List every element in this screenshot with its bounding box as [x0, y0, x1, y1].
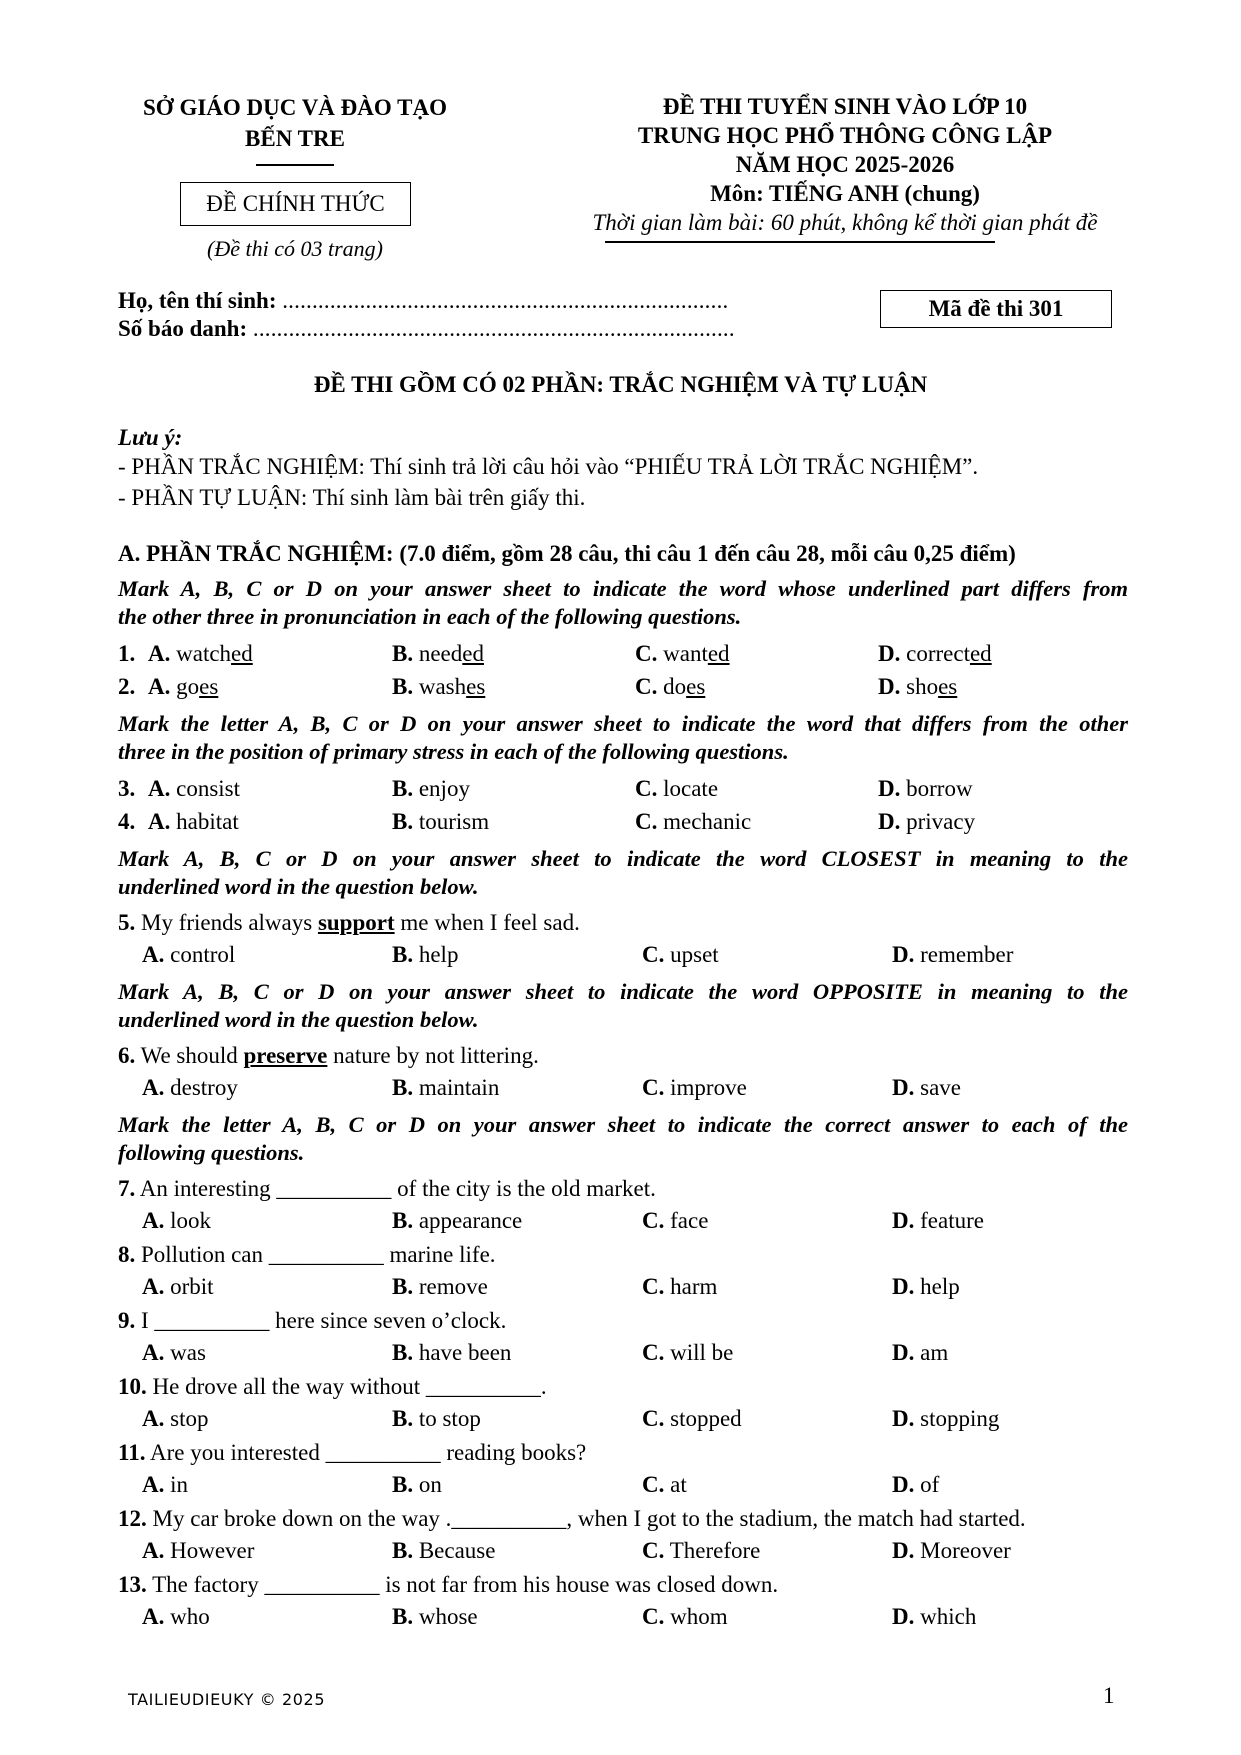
- q5-option-c[interactable]: C. upset: [642, 942, 719, 967]
- q13-option-d[interactable]: D. which: [892, 1604, 977, 1629]
- q11-option-b[interactable]: B. on: [392, 1472, 442, 1497]
- q6-option-b[interactable]: B. maintain: [392, 1075, 500, 1100]
- note-essay: - PHẦN TỰ LUẬN: Thí sinh làm bài trên giấy thi.: [118, 485, 586, 510]
- instruction-pronunciation-2: [118, 603, 1128, 631]
- q2-option-d[interactable]: D. shoes: [878, 674, 958, 699]
- q11-option-a[interactable]: A. in: [142, 1472, 189, 1497]
- official-exam-box: ĐỀ CHÍNH THỨC: [180, 182, 411, 226]
- instruction-line: following questions.: [118, 1140, 305, 1165]
- q5-stem: 5. My friends always support me when I feel sad.: [118, 910, 580, 935]
- q7-option-b[interactable]: B. appearance: [392, 1208, 523, 1233]
- exam-structure-title: ĐỀ THI GỒM CÓ 02 PHẦN: TRẮC NGHIỆM VÀ TỰ LUẬN: [313, 372, 928, 397]
- q4-option-c[interactable]: C. mechanic: [635, 809, 752, 834]
- instruction-closest: [118, 845, 1128, 873]
- q3-option-c[interactable]: C. locate: [635, 776, 719, 801]
- q6-option-a[interactable]: A. destroy: [142, 1075, 238, 1100]
- q7-stem: 7. An interesting __________ of the city is the old market.: [118, 1176, 656, 1201]
- q4-option-a[interactable]: A. habitat: [148, 809, 239, 834]
- q9-stem: 9. I __________ here since seven o’clock.: [118, 1308, 507, 1333]
- instruction-line: three in the position of primary stress in each of the following questions.: [118, 739, 789, 764]
- instruction-opposite-2: [118, 1006, 1128, 1034]
- q8-option-c[interactable]: C. harm: [642, 1274, 718, 1299]
- q9-option-d[interactable]: D. am: [892, 1340, 949, 1365]
- instruction-line: Mark A, B, C or D on your answer sheet to indicate the word whose underlined part differs from: [118, 576, 1128, 601]
- q11-option-c[interactable]: C. at: [642, 1472, 687, 1497]
- q9-option-a[interactable]: A. was: [142, 1340, 206, 1365]
- q10-stem: 10. He drove all the way without __________.: [118, 1374, 547, 1399]
- q5-option-b[interactable]: B. help: [392, 942, 459, 967]
- q13-option-b[interactable]: B. whose: [392, 1604, 478, 1629]
- page-number: 1: [1103, 1683, 1115, 1708]
- exam-header: [500, 92, 1190, 237]
- q9-option-b[interactable]: B. have been: [392, 1340, 512, 1365]
- q7-option-c[interactable]: C. face: [642, 1208, 709, 1233]
- q3-option-b[interactable]: B. enjoy: [392, 776, 470, 801]
- q2-option-b[interactable]: B. washes: [392, 674, 486, 699]
- school-year: NĂM HỌC 2025-2026: [735, 152, 955, 177]
- question-number: 4.: [118, 809, 136, 834]
- q8-option-d[interactable]: D. help: [892, 1274, 960, 1299]
- q12-option-d[interactable]: D. Moreover: [892, 1538, 1011, 1563]
- header-divider-right: [605, 241, 995, 243]
- q5-option-a[interactable]: A. control: [142, 942, 236, 967]
- q8-stem: 8. Pollution can __________ marine life.: [118, 1242, 496, 1267]
- q12-option-b[interactable]: B. Because: [392, 1538, 496, 1563]
- q8-option-b[interactable]: B. remove: [392, 1274, 488, 1299]
- q13-stem: 13. The factory __________ is not far from his house was closed down.: [118, 1572, 779, 1597]
- exam-title-school: TRUNG HỌC PHỔ THÔNG CÔNG LẬP: [637, 123, 1053, 148]
- q3-option-d[interactable]: D. borrow: [878, 776, 973, 801]
- q6-stem: 6. We should preserve nature by not littering.: [118, 1043, 539, 1068]
- q2-option-a[interactable]: A. goes: [148, 674, 219, 699]
- q13-option-c[interactable]: C. whom: [642, 1604, 728, 1629]
- instruction-pronunciation: [118, 575, 1128, 603]
- time-note: Thời gian làm bài: 60 phút, không kể thời gian phát đề: [592, 210, 1098, 235]
- q10-option-d[interactable]: D. stopping: [892, 1406, 1000, 1431]
- instruction-correct-answer: [118, 1111, 1128, 1139]
- instruction-correct-answer-2: [118, 1139, 1128, 1167]
- note-label: Lưu ý:: [118, 425, 183, 450]
- q5-option-d[interactable]: D. remember: [892, 942, 1014, 967]
- q8-option-a[interactable]: A. orbit: [142, 1274, 214, 1299]
- instruction-line: Mark the letter A, B, C or D on your answer sheet to indicate the word that differs from the other: [118, 711, 1128, 736]
- header-divider-left: [256, 164, 334, 166]
- instruction-line: underlined word in the question below.: [118, 874, 479, 899]
- instruction-stress-2: [118, 738, 1128, 766]
- exam-code-box: Mã đề thi 301: [880, 290, 1112, 328]
- province-name: BẾN TRE: [245, 126, 345, 151]
- q6-option-c[interactable]: C. improve: [642, 1075, 747, 1100]
- student-name-row: [118, 288, 728, 314]
- student-id-field[interactable]: .................................................................................: [252, 316, 735, 341]
- q11-stem: 11. Are you interested __________ reading books?: [118, 1440, 587, 1465]
- q10-option-c[interactable]: C. stopped: [642, 1406, 742, 1431]
- q4-option-d[interactable]: D. privacy: [878, 809, 976, 834]
- q12-option-c[interactable]: C. Therefore: [642, 1538, 761, 1563]
- student-name-field[interactable]: ...........................................................................: [282, 288, 729, 313]
- q10-option-a[interactable]: A. stop: [142, 1406, 209, 1431]
- department-name: SỞ GIÁO DỤC VÀ ĐÀO TẠO: [143, 95, 447, 120]
- q3-option-a[interactable]: A. consist: [148, 776, 241, 801]
- exam-title: ĐỀ THI TUYỂN SINH VÀO LỚP 10: [662, 94, 1028, 119]
- question-number: 1.: [118, 641, 136, 666]
- student-name-label: Họ, tên thí sinh:: [118, 288, 277, 313]
- q13-option-a[interactable]: A. who: [142, 1604, 210, 1629]
- student-id-row: [118, 316, 735, 342]
- question-number: 3.: [118, 776, 136, 801]
- footer-copyright: TAILIEUDIEUKY © 2025: [128, 1690, 326, 1709]
- q6-option-d[interactable]: D. save: [892, 1075, 961, 1100]
- instruction-line: underlined word in the question below.: [118, 1007, 479, 1032]
- q2-option-c[interactable]: C. does: [635, 674, 706, 699]
- q1-option-b[interactable]: B. needed: [392, 641, 484, 666]
- instruction-stress: [118, 710, 1128, 738]
- pages-note: (Đề thi có 03 trang): [207, 236, 383, 261]
- instruction-line: Mark A, B, C or D on your answer sheet to indicate the word OPPOSITE in meaning to the: [118, 979, 1128, 1004]
- q7-option-d[interactable]: D. feature: [892, 1208, 984, 1233]
- instruction-line: Mark the letter A, B, C or D on your answer sheet to indicate the correct answer to each of the: [118, 1112, 1128, 1137]
- instruction-closest-2: [118, 873, 1128, 901]
- q11-option-d[interactable]: D. of: [892, 1472, 940, 1497]
- q4-option-b[interactable]: B. tourism: [392, 809, 490, 834]
- subject: Môn: TIẾNG ANH (chung): [710, 181, 980, 206]
- note-multiple-choice: - PHẦN TRẮC NGHIỆM: Thí sinh trả lời câu hỏi vào “PHIẾU TRẢ LỜI TRẮC NGHIỆM”.: [118, 454, 979, 479]
- instruction-line: Mark A, B, C or D on your answer sheet to indicate the word CLOSEST in meaning to the: [118, 846, 1128, 871]
- instruction-line: the other three in pronunciation in each of the following questions.: [118, 604, 742, 629]
- question-number: 2.: [118, 674, 136, 699]
- q1-option-a[interactable]: A. watched: [148, 641, 253, 666]
- instruction-opposite: [118, 978, 1128, 1006]
- department-header: [110, 92, 480, 154]
- q1-option-c[interactable]: C. wanted: [635, 641, 730, 666]
- q10-option-b[interactable]: B. to stop: [392, 1406, 481, 1431]
- student-id-label: Số báo danh:: [118, 316, 248, 341]
- q7-option-a[interactable]: A. look: [142, 1208, 212, 1233]
- q12-stem: 12. My car broke down on the way .__________, when I got to the stadium, the match had started.: [118, 1506, 1026, 1531]
- section-a-title: A. PHẦN TRẮC NGHIỆM: (7.0 điểm, gồm 28 câu, thi câu 1 đến câu 28, mỗi câu 0,25 điểm): [118, 541, 1016, 566]
- q1-option-d[interactable]: D. corrected: [878, 641, 992, 666]
- q9-option-c[interactable]: C. will be: [642, 1340, 734, 1365]
- q12-option-a[interactable]: A. However: [142, 1538, 255, 1563]
